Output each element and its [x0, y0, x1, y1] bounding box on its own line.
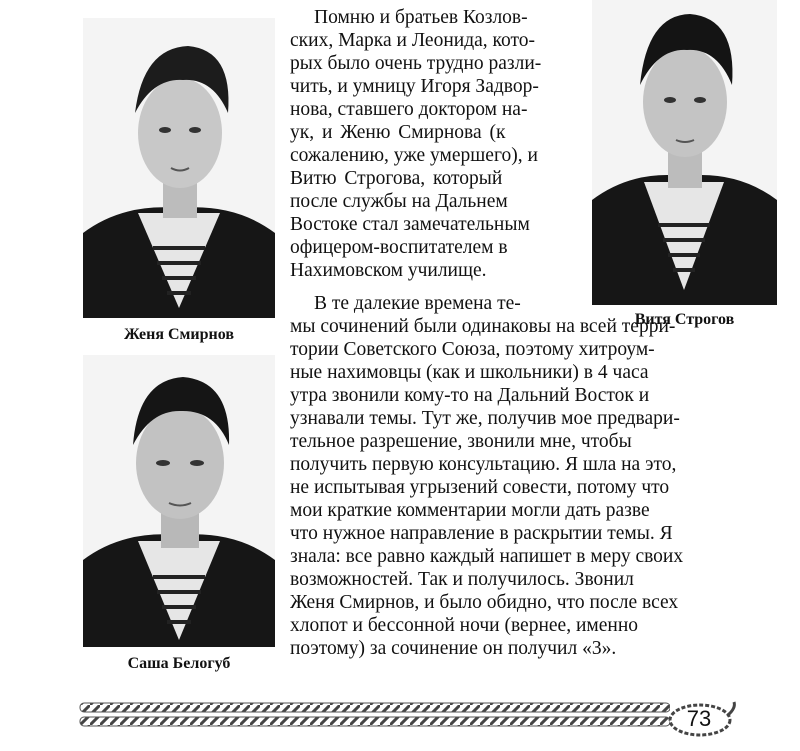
portrait-photo-vitya-strogov — [592, 0, 777, 305]
text-line: возможностей. Так и получилось. Звонил — [290, 569, 634, 590]
text-line: Нахимовском училище. — [290, 260, 487, 281]
text-line: ук, и Женю Смирнова (к — [290, 122, 506, 143]
text-line: получить первую консультацию. Я шла на это, — [290, 454, 677, 475]
text-line: Помню и братьев Козлов- — [314, 7, 528, 28]
portrait-photo-sasha-belogub — [83, 355, 275, 647]
text-line: знала: все равно каждый напишет в меру своих — [290, 546, 684, 567]
text-line: тельное разрешение, звонили мне, чтобы — [290, 431, 632, 452]
text-line: ные нахимовцы (как и школьники) в 4 часа — [290, 362, 649, 383]
text-line: не испытывая угрызений совести, потому что — [290, 477, 670, 498]
portrait-photo-zhenya-smirnov — [83, 18, 275, 318]
text-line: нова, ставшего доктором на- — [290, 99, 528, 120]
text-line: после службы на Дальнем — [290, 191, 508, 212]
text-line: мы сочинений были одинаковы на всей терри- — [290, 316, 676, 337]
text-line: ских, Марка и Леонида, кото- — [290, 30, 536, 51]
photo-caption: Саша Белогуб — [127, 655, 231, 672]
text-line: офицером-воспитателем в — [290, 237, 508, 258]
text-line: рых было очень трудно разли- — [290, 53, 542, 74]
page-number: 73 — [686, 706, 712, 731]
text-line: В те далекие времена те- — [314, 293, 521, 314]
text-line: что нужное направление в раскрытии темы. Я — [290, 523, 673, 544]
text-line: поэтому) за сочинение он получил «3». — [290, 638, 617, 659]
text-line: Женя Смирнов, и было обидно, что после всех — [290, 592, 679, 613]
text-line: хлопот и бессонной ночи (вернее, именно — [290, 615, 639, 636]
photo-caption: Витя Строгов — [634, 311, 735, 328]
rope-divider — [70, 695, 670, 733]
text-line: узнавали темы. Тут же, получив мое предвари- — [290, 408, 680, 429]
text-line: мои краткие комментарии могли дать разве — [290, 500, 650, 521]
text-line: Востоке стал замечательным — [290, 214, 530, 235]
photo-caption: Женя Смирнов — [123, 326, 234, 343]
text-line: утра звонили кому-то на Дальний Восток и — [290, 385, 650, 406]
text-line: чить, и умницу Игоря Задвор- — [290, 76, 539, 97]
page-number-badge — [668, 700, 738, 740]
text-line: сожалению, уже умершего), и — [290, 145, 538, 166]
text-line: тории Советского Союза, поэтому хитроум- — [290, 339, 655, 360]
text-line: Витю Строгова, который — [290, 168, 503, 189]
